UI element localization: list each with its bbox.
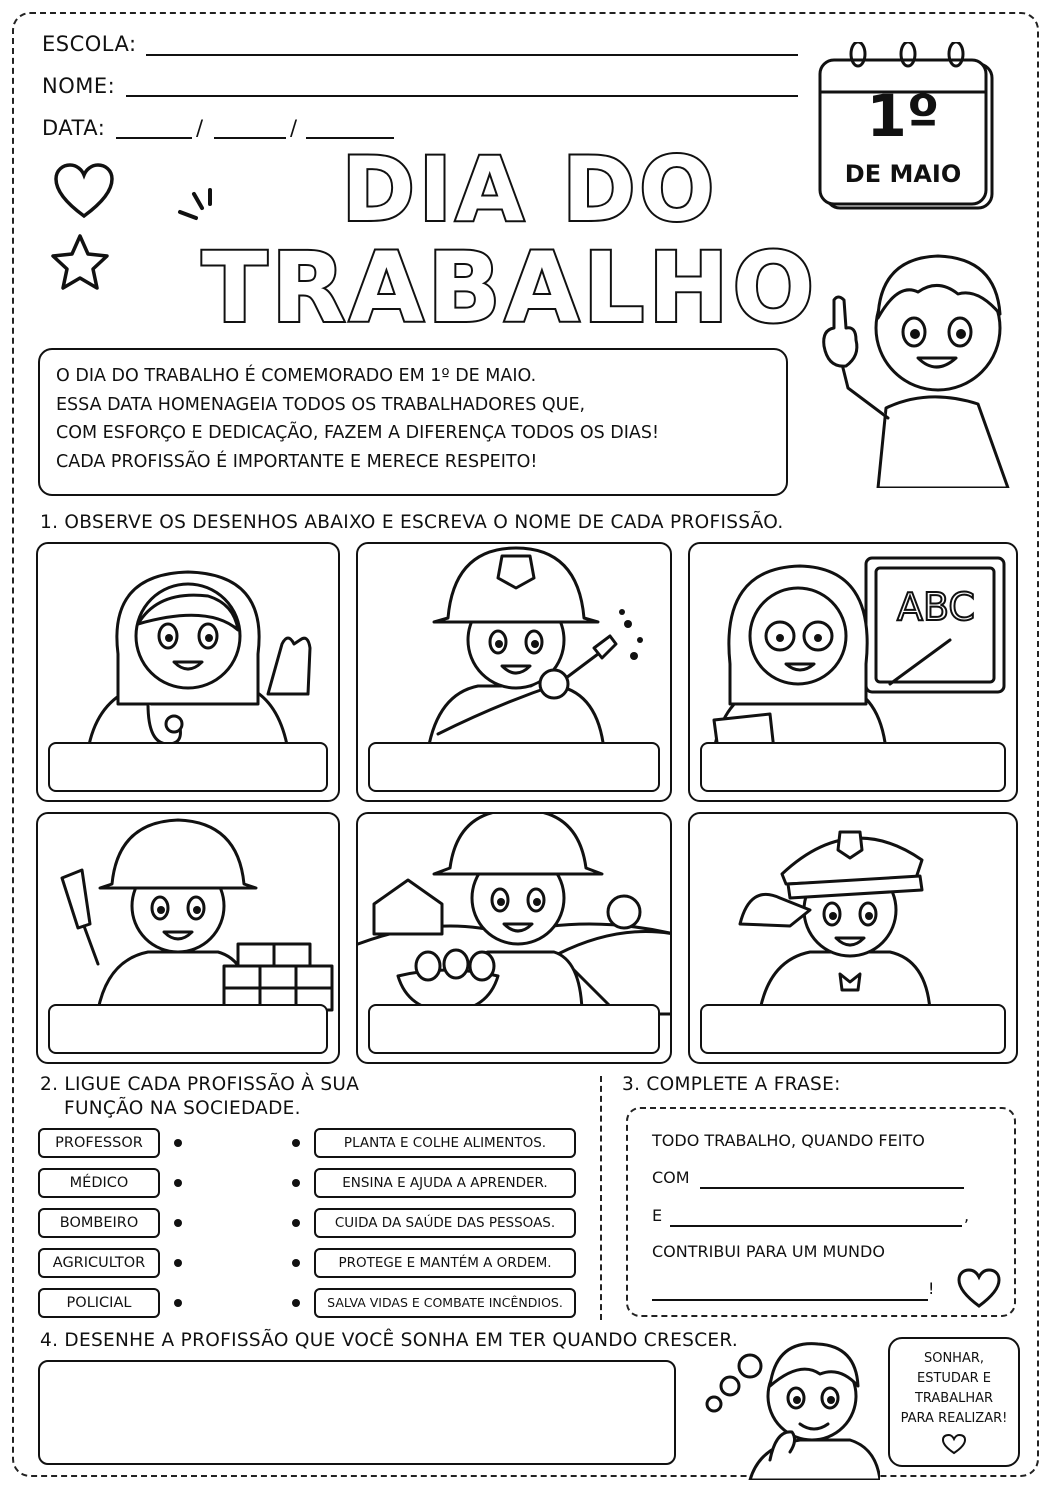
nome-field[interactable] (126, 95, 798, 97)
board-text: ABC (897, 585, 975, 629)
bubble-line: ESTUDAR E (917, 1371, 991, 1386)
complete-box (626, 1107, 1016, 1317)
complete-line1: TODO TRABALHO, QUANDO FEITO (652, 1131, 925, 1150)
answer-box-firefighter[interactable] (368, 742, 660, 792)
heart-icon (52, 162, 116, 220)
star-icon (48, 232, 112, 292)
comma: , (964, 1206, 970, 1225)
title-line2: TRABALHO (201, 232, 819, 344)
complete-line4: CONTRIBUI PARA UM MUNDO (652, 1242, 885, 1261)
function-box[interactable]: PROTEGE E MANTÉM A ORDEM. (314, 1248, 576, 1278)
connect-dot-left[interactable] (174, 1259, 182, 1267)
speech-bubble (888, 1337, 1020, 1467)
escola-label: ESCOLA: (42, 32, 137, 56)
bubble-line: SONHAR, (923, 1351, 985, 1366)
function-box[interactable]: ENSINA E AJUDA A APRENDER. (314, 1168, 576, 1198)
bubble-line: PARA REALIZAR! (900, 1411, 1008, 1426)
q4-title: 4. DESENHE A PROFISSÃO QUE VOCÊ SONHA EM TER QUANDO CRESCER. (40, 1330, 739, 1351)
card-police (688, 812, 1018, 1064)
answer-box-police[interactable] (700, 1004, 1006, 1054)
answer-box-teacher[interactable] (700, 742, 1006, 792)
complete-line2: COM (652, 1168, 690, 1187)
data-label: DATA: (42, 116, 106, 140)
intro-box (38, 348, 788, 496)
connect-dot-left[interactable] (174, 1219, 182, 1227)
date-separator: / (196, 116, 204, 140)
exclamation: ! (928, 1279, 935, 1298)
connect-dot-right[interactable] (292, 1219, 300, 1227)
date-month-field[interactable] (214, 137, 286, 139)
escola-field[interactable] (146, 54, 798, 56)
blank-field[interactable] (652, 1299, 928, 1301)
connect-dot-right[interactable] (292, 1139, 300, 1147)
intro-line: COM ESFORÇO E DEDICAÇÃO, FAZEM A DIFERENÇA TODOS OS DIAS! (56, 423, 660, 443)
q1-title: 1. OBSERVE OS DESENHOS ABAIXO E ESCREVA O NOME DE CADA PROFISSÃO. (40, 512, 784, 533)
profession-box[interactable]: PROFESSOR (38, 1128, 160, 1158)
profession-box[interactable]: AGRICULTOR (38, 1248, 160, 1278)
connect-dot-right[interactable] (292, 1299, 300, 1307)
intro-line: ESSA DATA HOMENAGEIA TODOS OS TRABALHADORES QUE, (56, 394, 586, 415)
card-farmer (356, 812, 672, 1064)
function-box[interactable]: CUIDA DA SAÚDE DAS PESSOAS. (314, 1208, 576, 1238)
thinking-boy-illustration (700, 1320, 880, 1480)
drawing-area[interactable] (38, 1360, 676, 1465)
function-box[interactable]: SALVA VIDAS E COMBATE INCÊNDIOS. (314, 1288, 576, 1318)
card-teacher (688, 542, 1018, 802)
connect-dot-right[interactable] (292, 1179, 300, 1187)
answer-box-builder[interactable] (48, 1004, 328, 1054)
function-box[interactable]: PLANTA E COLHE ALIMENTOS. (314, 1128, 576, 1158)
title-line1: DIA DO (341, 138, 719, 241)
card-doctor (36, 542, 340, 802)
nome-label: NOME: (42, 74, 116, 98)
blank-field[interactable] (700, 1187, 964, 1189)
answer-box-farmer[interactable] (368, 1004, 660, 1054)
boy-illustration (808, 218, 1028, 488)
heart-icon (941, 1433, 967, 1455)
connect-dot-right[interactable] (292, 1259, 300, 1267)
q2-title-cont: FUNÇÃO NA SOCIEDADE. (64, 1098, 301, 1119)
profession-box[interactable]: POLICIAL (38, 1288, 160, 1318)
q2-title: 2. LIGUE CADA PROFISSÃO À SUA (40, 1074, 360, 1095)
answer-box-doctor[interactable] (48, 742, 328, 792)
intro-line: CADA PROFISSÃO É IMPORTANTE E MERECE RESPEITO! (56, 451, 538, 472)
section-divider (600, 1076, 602, 1320)
card-builder (36, 812, 340, 1064)
blank-field[interactable] (670, 1225, 962, 1227)
card-firefighter (356, 542, 672, 802)
connect-dot-left[interactable] (174, 1179, 182, 1187)
heart-icon (956, 1267, 1002, 1309)
calendar-day: 1º (866, 82, 940, 150)
intro-line: O DIA DO TRABALHO É COMEMORADO EM 1º DE MAIO. (56, 366, 537, 386)
bubble-line: TRABALHAR (914, 1391, 994, 1406)
date-separator: / (290, 116, 298, 140)
connect-dot-left[interactable] (174, 1299, 182, 1307)
profession-box[interactable]: BOMBEIRO (38, 1208, 160, 1238)
date-day-field[interactable] (116, 137, 192, 139)
connect-dot-left[interactable] (174, 1139, 182, 1147)
complete-line3: E (652, 1206, 663, 1225)
q3-title: 3. COMPLETE A FRASE: (622, 1074, 841, 1095)
profession-box[interactable]: MÉDICO (38, 1168, 160, 1198)
calendar-month: DE MAIO (844, 160, 962, 188)
